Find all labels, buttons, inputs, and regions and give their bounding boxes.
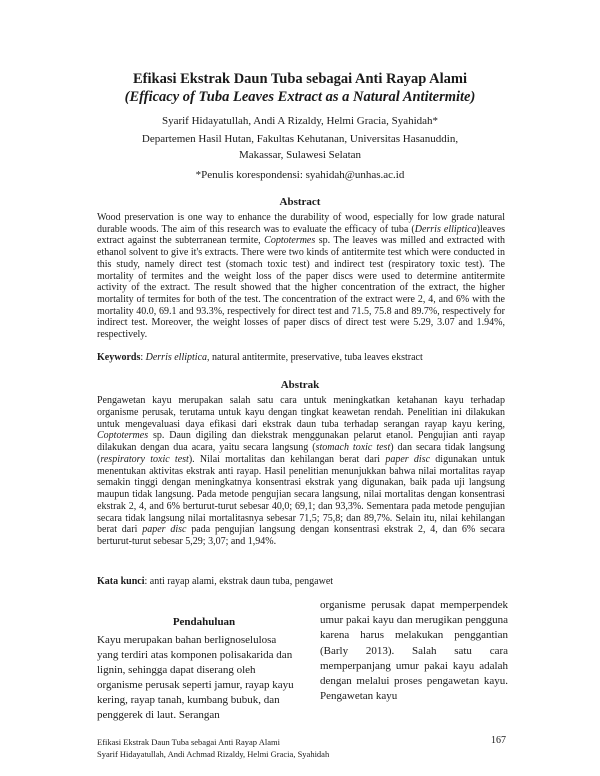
affiliation: Departemen Hasil Hutan, Fakultas Kehutanan, Universitas Hasanuddin, Makassar, Sulawesi Selatan [141,133,459,161]
paper-subtitle: (Efficacy of Tuba Leaves Extract as a Natural Antitermite) [124,89,476,105]
abstrak-paper-disc-1: paper disc [385,453,431,465]
paper-title: Efikasi Ekstrak Daun Tuba sebagai Anti Rayap Alami [132,71,467,87]
abstract-genus: Coptotermes [264,235,316,247]
footer-authors: Syarif Hidayatullah, Andi Achmad Rizaldy, Helmi Gracia, Syahidah [97,749,330,759]
footer-title: Efikasi Ekstrak Daun Tuba sebagai Anti Rayap Alami [97,737,280,747]
abstrak-body [97,395,505,548]
intro-paragraph-left: Kayu merupakan bahan berlignoselulosa yang terdiri atas komponen polisakarida dan lignin, sehingga dapat diserang oleh organisme perusak seperti jamur, rayap kayu kering, rayap tanah, kumbang bubuk, dan penggerek di laut. Serangan [97,634,294,721]
keywords-label: Keywords [97,352,141,363]
abstrak-text-5: digunakan untuk menentukan aktivitas ekstrak anti rayap. Hasil penelitian menunjukkan bahwa nilai mortalitas rayap semakin tinggi dengan meningkatnya konsentrasi ekstrak yang digunakan, baik pada uji langsung maupun tidak langsung. Pada metode pengujian secara langsung, nilai mortalitas dengan konsentrasi ekstrak 2, 4, and 6% berturut-turut sebesar 40,0; 69,1; dan 93,3%. Sementara pada metode pengujian secara tidak langsung nilai mortalitasnya sebesar 71,5; 75,8; dan 89,7%. Selain itu, nilai kehilangan berat dari [97,453,505,536]
running-footer [97,736,329,760]
page-number: 167 [491,735,506,746]
abstrak-heading: Abstrak [280,379,320,391]
kata-kunci-rest: : anti rayap alami, ekstrak daun tuba, pengawet [144,576,334,587]
keyword-species: Derris elliptica [145,352,208,363]
abstrak-text-4: ). Nilai mortalitas dan kehilangan berat dari [188,453,386,465]
abstrak-stomach-test: stomach toxic test [315,442,391,453]
keywords-rest: , natural antitermite, preservative, tuba leaves ekstract [207,352,423,363]
abstract-heading: Abstract [279,196,321,208]
abstrak-paper-disc-2: paper disc [142,524,187,536]
abstract-species: Derris elliptica [414,223,477,235]
abstrak-text-6: pada pengujian langsung dengan konsentrasi ekstrak 2, 4, dan 6% secara berturut-turut sebesar 5,29; 3,07; and 1,94%. [97,524,505,547]
abstrak-text-3: ) dan secara tidak langsung ( [97,442,506,465]
abstrak-respiratory-test: respiratory toxic test [100,453,189,465]
abstrak-genus: Coptotermes [97,430,149,442]
body-column-right [320,598,508,704]
abstrak-text-1: Pengawetan kayu merupakan salah satu cara untuk meningkatkan ketahanan kayu terhadap organisme perusak, terutama untuk kayu dengan tingkat keawetan rendah. Penelitian ini dilakukan untuk mengevaluasi daya efikasi dari ekstrak daun tuba terhadap serangan rayap kayu kering, [97,395,505,430]
kata-kunci [97,576,505,588]
correspondence: *Penulis korespondensi: syahidah@unhas.ac.id [195,169,405,181]
abstrak-text-2: sp. Daun digiling dan diekstrak menggunakan pelarut etanol. Pengujian anti rayap dilakukan dengan dua acara, yaitu secara langsung ( [97,430,505,453]
kata-kunci-label: Kata kunci [97,576,145,587]
keywords: Keywords: Derris elliptica, natural antitermite, preservative, tuba leaves ekstract [97,352,423,363]
section-heading-pendahuluan: Pendahuluan [172,616,236,628]
intro-paragraph-right: organisme perusak dapat memperpendek umur pakai kayu dan merugikan pengguna karena harus melakukan penggantian (Barly 2013). Salah satu cara memperpanjang umur pakai kayu adalah dengan melalui proses pengawetan kayu. Pengawetan kayu [320,599,508,703]
author-list: Syarif Hidayatullah, Andi A Rizaldy, Helmi Gracia, Syahidah* [161,115,439,127]
abstract-text-1: Wood preservation is one way to enhance the durability of wood, especially for low grade natural durable woods. The aim of this research was to evaluate the efficacy of tuba ( [97,212,505,235]
abstract-text-2: )leaves extract against the subterranean termite, [97,223,505,247]
abstract-text-3: sp. The leaves was milled and extracted with ethanol solvent to give it's extracts. There were two kinds of antitermite test which were conducted in this study, namely direct test (stomach toxic test) and indirect test (respiratory toxic test). The mortality of termites and the weight loss of the paper discs were used to determine antitermite activity of the extract. The result showed that the higher concentration of the extract, the higher mortality of termites for both of the test. The concentration of the extract were 2, 4, and 6% with the mortality 40.0, 69.1 and 93.3%, respectively for direct test and 71.5, 75.8 and 89.7%, respectively for indirect test. Moreover, the weight losses of paper discs of direct test were 5.29, 3.07 and 1.94%, respectively. [97,235,505,341]
body-column-left [97,614,297,723]
abstract-body [97,212,505,341]
